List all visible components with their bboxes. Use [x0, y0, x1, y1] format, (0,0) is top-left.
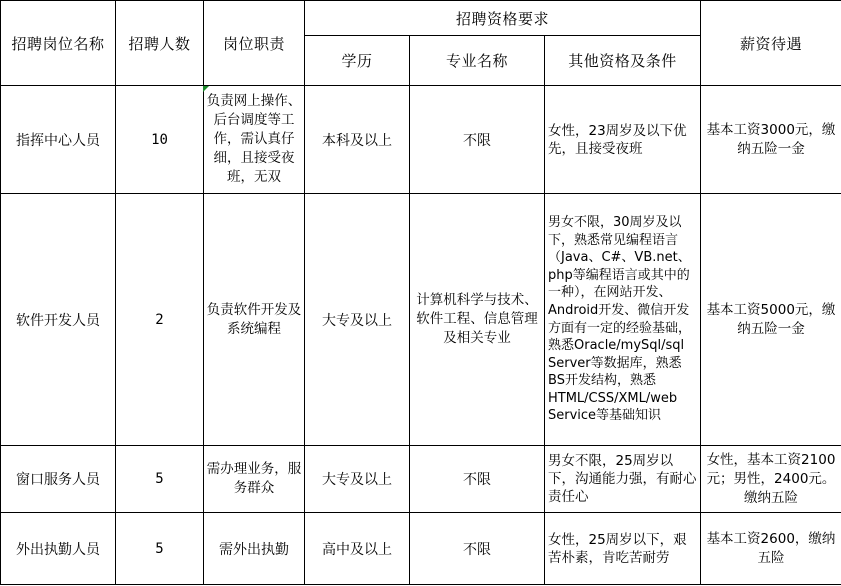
cell-education: 高中及以上: [305, 513, 410, 585]
cell-other: 女性，25周岁以下，艰苦朴素，肯吃苦耐劳: [545, 513, 701, 585]
cell-count: 10: [116, 86, 204, 194]
table-row: [1, 86, 841, 194]
cell-position: 窗口服务人员: [1, 446, 116, 513]
cell-position: 软件开发人员: [1, 194, 116, 446]
cell-other: 男女不限，30周岁及以下，熟悉常见编程语言（Java、C#、VB.net、php等编程语言或其中的一种），在网站开发、Android开发、微信开发方面有一定的经验基础，熟悉Oracle/mySql/sql Server等数据库，熟悉BS开发结构，熟悉HTML/CSS/XML/web Service等基础知识: [545, 194, 701, 446]
header-count: 招聘人数: [116, 1, 204, 86]
cell-major: 不限: [410, 513, 545, 585]
cell-education: 大专及以上: [305, 446, 410, 513]
table-row: [1, 446, 841, 513]
header-duty: 岗位职责: [204, 1, 305, 86]
header-requirements: 招聘资格要求: [305, 1, 701, 36]
cell-other: 女性，23周岁及以下优先，且接受夜班: [545, 86, 701, 194]
cell-comment-marker: [203, 86, 209, 92]
header-salary: 薪资待遇: [701, 1, 841, 86]
cell-salary: 基本工资3000元，缴纳五险一金: [701, 86, 841, 194]
table-row: [1, 513, 841, 585]
cell-position: 外出执勤人员: [1, 513, 116, 585]
cell-salary: 女性，基本工资2100元；男性，2400元。缴纳五险: [701, 446, 841, 513]
cell-position: 指挥中心人员: [1, 86, 116, 194]
cell-major: 不限: [410, 446, 545, 513]
cell-education: 大专及以上: [305, 194, 410, 446]
cell-duty: 负责网上操作、后台调度等工作，需认真仔细，且接受夜班，无双: [204, 86, 305, 194]
cell-major: 计算机科学与技术、软件工程、信息管理及相关专业: [410, 194, 545, 446]
cell-salary: 基本工资2600，缴纳五险: [701, 513, 841, 585]
cell-count: 2: [116, 194, 204, 446]
cell-count: 5: [116, 446, 204, 513]
header-major: 专业名称: [410, 36, 545, 86]
cell-count: 5: [116, 513, 204, 585]
table-row: [1, 194, 841, 446]
cell-duty: 需办理业务，服务群众: [204, 446, 305, 513]
header-education: 学历: [305, 36, 410, 86]
cell-major: 不限: [410, 86, 545, 194]
cell-duty: 负责软件开发及系统编程: [204, 194, 305, 446]
cell-salary: 基本工资5000元，缴纳五险一金: [701, 194, 841, 446]
cell-duty: 需外出执勤: [204, 513, 305, 585]
header-other: 其他资格及条件: [545, 36, 701, 86]
cell-other: 男女不限，25周岁以下，沟通能力强，有耐心责任心: [545, 446, 701, 513]
cell-education: 本科及以上: [305, 86, 410, 194]
header-position-name: 招聘岗位名称: [1, 1, 116, 86]
